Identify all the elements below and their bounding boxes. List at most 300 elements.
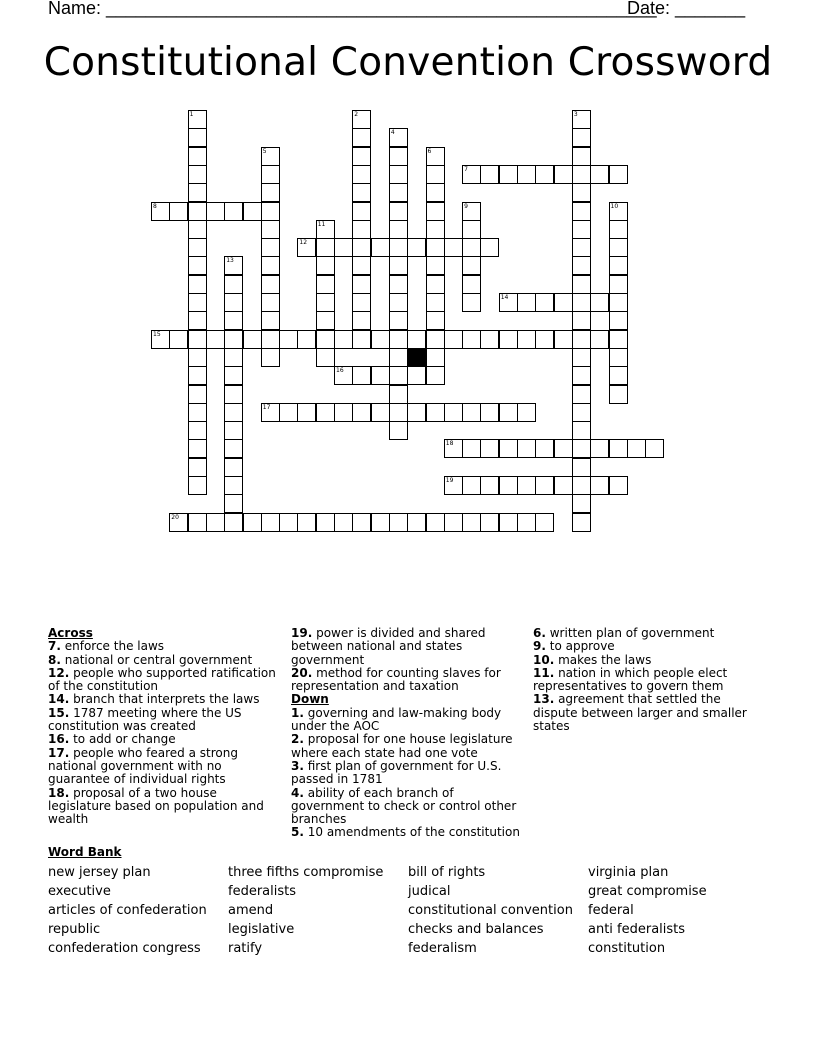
crossword-cell[interactable] [609, 238, 628, 257]
page-title: Constitutional Convention Crossword [43, 40, 773, 85]
crossword-cell[interactable] [389, 311, 408, 330]
clue-item [48, 733, 280, 746]
clue-item [533, 667, 769, 694]
word-bank-item: checks and balances [408, 922, 544, 937]
crossword-cell[interactable] [609, 366, 628, 385]
crossword-cell[interactable] [188, 311, 207, 330]
clue-item-number: 9. [533, 639, 546, 654]
crossword-cell[interactable] [517, 476, 536, 495]
crossword-cell[interactable] [224, 311, 243, 330]
crossword-cell[interactable] [188, 238, 207, 257]
crossword-cell[interactable] [224, 513, 243, 532]
crossword-cell[interactable] [572, 348, 591, 367]
crossword-cell[interactable] [316, 220, 335, 239]
clue-item-number: 1. [291, 705, 304, 720]
crossword-cell[interactable] [188, 513, 207, 532]
crossword-cell[interactable] [590, 439, 609, 458]
crossword-cell[interactable] [389, 366, 408, 385]
crossword-cell[interactable] [426, 256, 445, 275]
crossword-cell[interactable] [169, 330, 188, 349]
crossword-cell[interactable] [426, 147, 445, 166]
crossword-cell[interactable] [609, 385, 628, 404]
crossword-cell[interactable] [426, 513, 445, 532]
crossword-cell[interactable] [261, 147, 280, 166]
crossword-cell[interactable] [462, 202, 481, 221]
crossword-cell[interactable] [261, 256, 280, 275]
crossword-cell[interactable] [609, 220, 628, 239]
clue-item-text: 10 amendments of the constitution [303, 825, 520, 840]
crossword-cell[interactable] [297, 513, 316, 532]
crossword-cell[interactable] [572, 128, 591, 147]
clue-item-text: people who supported ratification of the constitution [48, 665, 276, 694]
crossword-cell[interactable] [407, 330, 426, 349]
crossword-cell[interactable] [499, 439, 518, 458]
crossword-cell[interactable] [480, 238, 499, 257]
clue-item [48, 667, 280, 694]
crossword-cell[interactable] [188, 458, 207, 477]
crossword-cell[interactable] [426, 366, 445, 385]
crossword-cell[interactable] [316, 403, 335, 422]
crossword-cell[interactable] [389, 330, 408, 349]
crossword-cell[interactable] [188, 256, 207, 275]
crossword-cell[interactable] [444, 330, 463, 349]
clue-item-text: to add or change [69, 732, 176, 747]
crossword-cell[interactable] [554, 476, 573, 495]
crossword-cell[interactable] [462, 513, 481, 532]
clue-item-text: power is divided and shared between national and states government [291, 626, 486, 667]
crossword-cell[interactable] [316, 348, 335, 367]
crossword-cell[interactable] [261, 183, 280, 202]
clue-item-text: to approve [545, 639, 615, 654]
word-bank-item: confederation congress [48, 941, 201, 956]
crossword-cell[interactable] [572, 330, 591, 349]
crossword-cell[interactable] [609, 256, 628, 275]
crossword-cell[interactable] [188, 330, 207, 349]
word-bank-item: amend [228, 903, 274, 918]
clue-item [291, 760, 527, 787]
crossword-cell[interactable] [188, 128, 207, 147]
crossword-cell[interactable] [352, 128, 371, 147]
clue-item [48, 747, 280, 787]
across-heading: Across [48, 626, 93, 640]
crossword-cell[interactable] [609, 293, 628, 312]
crossword-cell[interactable] [151, 202, 170, 221]
crossword-cell[interactable] [590, 165, 609, 184]
crossword-cell[interactable] [627, 439, 646, 458]
crossword-cell[interactable] [169, 202, 188, 221]
crossword-cell[interactable] [389, 293, 408, 312]
clue-item [291, 667, 527, 694]
clue-number: 16 [336, 367, 344, 375]
crossword-cell[interactable] [572, 147, 591, 166]
crossword-cell[interactable] [462, 238, 481, 257]
crossword-cell[interactable] [535, 330, 554, 349]
crossword-cell[interactable] [224, 366, 243, 385]
clue-item [533, 693, 769, 733]
crossword-cell[interactable] [572, 458, 591, 477]
crossword-cell[interactable] [444, 439, 463, 458]
clue-item-text: agreement that settled the dispute between larger and smaller states [533, 692, 747, 734]
crossword-cell[interactable] [517, 330, 536, 349]
crossword-cell[interactable] [499, 513, 518, 532]
crossword-cell[interactable] [572, 220, 591, 239]
crossword-cell[interactable] [188, 275, 207, 294]
crossword-cell[interactable] [572, 513, 591, 532]
crossword-cell[interactable] [371, 403, 390, 422]
crossword-cell[interactable] [572, 476, 591, 495]
crossword-cell[interactable] [535, 439, 554, 458]
crossword-cell[interactable] [572, 183, 591, 202]
crossword-cell[interactable] [609, 348, 628, 367]
crossword-cell[interactable] [206, 202, 225, 221]
clue-item [48, 640, 280, 653]
crossword-cell[interactable] [279, 330, 298, 349]
crossword-cell[interactable] [224, 385, 243, 404]
crossword-cell[interactable] [224, 421, 243, 440]
crossword-cell[interactable] [352, 330, 371, 349]
crossword-cell[interactable] [188, 366, 207, 385]
crossword-cell[interactable] [261, 513, 280, 532]
crossword-cell[interactable] [261, 293, 280, 312]
crossword-cell[interactable] [499, 403, 518, 422]
crossword-cell[interactable] [407, 403, 426, 422]
crossword-cell[interactable] [389, 183, 408, 202]
crossword-cell[interactable] [206, 513, 225, 532]
crossword-cell[interactable] [645, 439, 664, 458]
crossword-cell[interactable] [352, 202, 371, 221]
crossword-cell[interactable] [572, 293, 591, 312]
crossword-cell[interactable] [352, 293, 371, 312]
clue-item-text: 1787 meeting where the US constitution was created [48, 705, 242, 734]
clue-number: 6 [427, 147, 432, 155]
word-bank-item: bill of rights [408, 865, 486, 880]
clue-item-text: enforce the laws [60, 639, 165, 654]
clue-number: 7 [464, 165, 468, 173]
crossword-cell[interactable] [517, 293, 536, 312]
crossword-cell[interactable] [444, 476, 463, 495]
crossword-cell[interactable] [499, 330, 518, 349]
crossword-cell[interactable] [462, 439, 481, 458]
crossword-cell[interactable] [590, 293, 609, 312]
crossword-cell[interactable] [352, 403, 371, 422]
clue-number: 9 [464, 202, 468, 210]
crossword-cell[interactable] [609, 165, 628, 184]
crossword-cell[interactable] [334, 238, 353, 257]
crossword-cell[interactable] [407, 238, 426, 257]
clues-column-2 [291, 627, 527, 840]
crossword-cell[interactable] [371, 513, 390, 532]
crossword-cell[interactable] [224, 275, 243, 294]
crossword-cell[interactable] [352, 366, 371, 385]
clue-number: 19 [445, 477, 454, 484]
crossword-cell[interactable] [334, 513, 353, 532]
crossword-cell[interactable] [572, 165, 591, 184]
crossword-cell[interactable] [609, 330, 628, 349]
crossword-cell[interactable] [224, 476, 243, 495]
crossword-cell[interactable] [389, 256, 408, 275]
crossword-cell[interactable] [572, 275, 591, 294]
crossword-cell[interactable] [334, 403, 353, 422]
crossword-cell[interactable] [316, 330, 335, 349]
crossword-cell[interactable] [169, 513, 188, 532]
crossword-cell[interactable] [407, 513, 426, 532]
crossword-cell[interactable] [609, 439, 628, 458]
crossword-cell[interactable] [224, 403, 243, 422]
crossword-cell[interactable] [426, 202, 445, 221]
crossword-cell[interactable] [188, 421, 207, 440]
crossword-cell[interactable] [609, 275, 628, 294]
crossword-cell[interactable] [224, 202, 243, 221]
crossword-cell[interactable] [572, 311, 591, 330]
crossword-cell[interactable] [554, 439, 573, 458]
word-bank-item: articles of confederation [48, 903, 207, 918]
crossword-cell[interactable] [261, 220, 280, 239]
clue-item-number: 2. [291, 732, 304, 747]
crossword-cell[interactable] [572, 494, 591, 513]
crossword-cell[interactable] [462, 476, 481, 495]
crossword-cell[interactable] [517, 513, 536, 532]
crossword-cell[interactable] [389, 421, 408, 440]
crossword-cell[interactable] [334, 330, 353, 349]
crossword-cell[interactable] [517, 403, 536, 422]
crossword-cell[interactable] [297, 238, 316, 257]
crossword-cell[interactable] [261, 165, 280, 184]
crossword-cell[interactable] [554, 293, 573, 312]
word-bank-item: republic [48, 922, 101, 937]
crossword-cell[interactable] [462, 165, 481, 184]
crossword-cell[interactable] [243, 330, 262, 349]
crossword-cell[interactable] [224, 293, 243, 312]
crossword-cell[interactable] [462, 330, 481, 349]
crossword-cell[interactable] [316, 256, 335, 275]
crossword-cell[interactable] [188, 202, 207, 221]
crossword-cell[interactable] [480, 165, 499, 184]
crossword-cell[interactable] [426, 275, 445, 294]
crossword-cell[interactable] [554, 165, 573, 184]
crossword-cell[interactable] [389, 165, 408, 184]
clue-item-number: 5. [291, 825, 304, 840]
crossword-cell[interactable] [389, 385, 408, 404]
clues-column-1 [48, 627, 280, 826]
crossword-cell[interactable] [426, 165, 445, 184]
crossword-cell[interactable] [444, 238, 463, 257]
down-clue-list-continued [533, 627, 769, 733]
crossword-cell[interactable] [517, 439, 536, 458]
crossword-cell[interactable] [572, 238, 591, 257]
crossword-cell[interactable] [352, 147, 371, 166]
crossword-cell[interactable] [224, 348, 243, 367]
crossword-cell[interactable] [480, 476, 499, 495]
crossword-cell[interactable] [188, 348, 207, 367]
crossword-cell[interactable] [389, 220, 408, 239]
crossword-cell[interactable] [188, 220, 207, 239]
crossword-cell[interactable] [572, 256, 591, 275]
crossword-cell[interactable] [499, 165, 518, 184]
crossword-cell[interactable] [572, 366, 591, 385]
crossword-cell[interactable] [188, 403, 207, 422]
word-bank-item: anti federalists [588, 922, 686, 937]
crossword-cell[interactable] [609, 476, 628, 495]
crossword-cell[interactable] [572, 421, 591, 440]
clue-number: 14 [500, 294, 509, 301]
crossword-cell[interactable] [188, 165, 207, 184]
crossword-cell[interactable] [371, 330, 390, 349]
crossword-cell[interactable] [316, 513, 335, 532]
crossword-cell[interactable] [535, 293, 554, 312]
crossword-cell[interactable] [572, 439, 591, 458]
crossword-cell[interactable] [224, 494, 243, 513]
crossword-cell[interactable] [188, 110, 207, 129]
crossword-cell[interactable] [572, 202, 591, 221]
crossword-cell[interactable] [480, 513, 499, 532]
crossword-cell[interactable] [261, 348, 280, 367]
crossword-cell[interactable] [352, 238, 371, 257]
crossword-cell[interactable] [188, 293, 207, 312]
crossword-cell[interactable] [389, 147, 408, 166]
crossword-cell[interactable] [352, 256, 371, 275]
crossword-cell[interactable] [389, 128, 408, 147]
crossword-cell[interactable] [297, 403, 316, 422]
clue-item-text: ability of each branch of government to check or control other branches [291, 785, 517, 827]
clue-item-text: proposal of a two house legislature based on population and wealth [48, 785, 264, 827]
crossword-cell[interactable] [426, 238, 445, 257]
crossword-cell[interactable] [261, 311, 280, 330]
crossword-cell[interactable] [462, 256, 481, 275]
crossword-cell[interactable] [352, 220, 371, 239]
crossword-cell[interactable] [352, 275, 371, 294]
crossword-cell[interactable] [462, 275, 481, 294]
crossword-cell[interactable] [352, 311, 371, 330]
crossword-cell[interactable] [480, 439, 499, 458]
crossword-cell[interactable] [462, 293, 481, 312]
name-field-label: Name: _______________________________________________________ [48, 0, 657, 18]
crossword-cell[interactable] [462, 403, 481, 422]
crossword-cell[interactable] [389, 275, 408, 294]
crossword-cell[interactable] [535, 476, 554, 495]
clue-item-number: 4. [291, 785, 304, 800]
clue-item-text: first plan of government for U.S. passed in 1781 [291, 758, 502, 787]
crossword-cell[interactable] [426, 330, 445, 349]
crossword-cell[interactable] [554, 330, 573, 349]
crossword-cell[interactable] [261, 330, 280, 349]
crossword-cell[interactable] [389, 348, 408, 367]
crossword-cell[interactable] [261, 202, 280, 221]
crossword-cell[interactable] [316, 293, 335, 312]
crossword-cell[interactable] [188, 439, 207, 458]
clue-item-number: 7. [48, 639, 61, 654]
clue-number: 12 [299, 239, 308, 247]
crossword-cell[interactable] [352, 183, 371, 202]
crossword-cell[interactable] [572, 110, 591, 129]
crossword-cell[interactable] [261, 275, 280, 294]
word-bank-item: great compromise [588, 884, 707, 899]
crossword-cell[interactable] [609, 311, 628, 330]
crossword-cell[interactable] [279, 403, 298, 422]
crossword-cell[interactable] [261, 238, 280, 257]
crossword-cell[interactable] [535, 513, 554, 532]
crossword-cell[interactable] [462, 220, 481, 239]
crossword-cell[interactable] [480, 403, 499, 422]
crossword-cell[interactable] [426, 403, 445, 422]
crossword-cell[interactable] [224, 330, 243, 349]
crossword-cell[interactable] [499, 293, 518, 312]
crossword-cell[interactable] [572, 403, 591, 422]
crossword-cell[interactable] [609, 202, 628, 221]
crossword-cell[interactable] [224, 439, 243, 458]
crossword-cell[interactable] [499, 476, 518, 495]
clue-item-number: 8. [48, 652, 61, 667]
crossword-cell[interactable] [517, 165, 536, 184]
crossword-cell[interactable] [535, 165, 554, 184]
crossword-cell[interactable] [188, 183, 207, 202]
crossword-cell[interactable] [371, 366, 390, 385]
crossword-cell[interactable] [389, 513, 408, 532]
clue-item-number: 20. [291, 665, 313, 680]
word-bank-item: ratify [228, 941, 263, 956]
crossword-cell[interactable] [590, 476, 609, 495]
clue-item-text: written plan of government [545, 626, 715, 640]
crossword-cell[interactable] [426, 220, 445, 239]
clue-item-number: 17. [48, 745, 70, 760]
crossword-cell[interactable] [389, 202, 408, 221]
crossword-cell[interactable] [426, 311, 445, 330]
crossword-cell[interactable] [151, 330, 170, 349]
crossword-cell[interactable] [261, 403, 280, 422]
crossword-cell[interactable] [590, 330, 609, 349]
crossword-cell[interactable] [572, 385, 591, 404]
crossword-cell[interactable] [407, 366, 426, 385]
crossword-cell[interactable] [444, 513, 463, 532]
clue-item-number: 10. [533, 652, 555, 667]
crossword-cell[interactable] [426, 293, 445, 312]
crossword-cell[interactable] [188, 385, 207, 404]
word-bank-item: new jersey plan [48, 865, 151, 880]
crossword-cell[interactable] [389, 403, 408, 422]
crossword-cell[interactable] [389, 238, 408, 257]
crossword-cell[interactable] [243, 513, 262, 532]
crossword-cell[interactable] [352, 165, 371, 184]
crossword-cell[interactable] [426, 183, 445, 202]
word-bank-heading: Word Bank [48, 845, 122, 859]
clue-number: 4 [390, 129, 395, 137]
crossword-cell[interactable] [224, 256, 243, 275]
crossword-cell[interactable] [352, 513, 371, 532]
crossword-cell[interactable] [297, 330, 316, 349]
clue-item-text: proposal for one house legislature where each state had one vote [291, 732, 513, 760]
clue-item-number: 16. [48, 732, 70, 747]
crossword-cell[interactable] [279, 513, 298, 532]
crossword-cell[interactable] [352, 110, 371, 129]
clues-column-3 [533, 627, 769, 733]
crossword-cell[interactable] [206, 330, 225, 349]
crossword-cell[interactable] [316, 275, 335, 294]
crossword-cell[interactable] [426, 348, 445, 367]
crossword-cell[interactable] [188, 147, 207, 166]
clue-item-text: people who feared a strong national government with no guarantee of individual rights [48, 745, 238, 787]
crossword-cell[interactable] [316, 311, 335, 330]
crossword-cell[interactable] [316, 238, 335, 257]
crossword-cell[interactable] [188, 476, 207, 495]
word-bank-item: federalism [408, 941, 477, 956]
crossword-cell[interactable] [334, 366, 353, 385]
clue-item [533, 640, 769, 653]
crossword-cell[interactable] [243, 202, 262, 221]
crossword-cell[interactable] [371, 238, 390, 257]
crossword-cell[interactable] [480, 330, 499, 349]
clue-item-number: 19. [291, 626, 313, 640]
crossword-cell[interactable] [444, 403, 463, 422]
crossword-cell[interactable] [224, 458, 243, 477]
